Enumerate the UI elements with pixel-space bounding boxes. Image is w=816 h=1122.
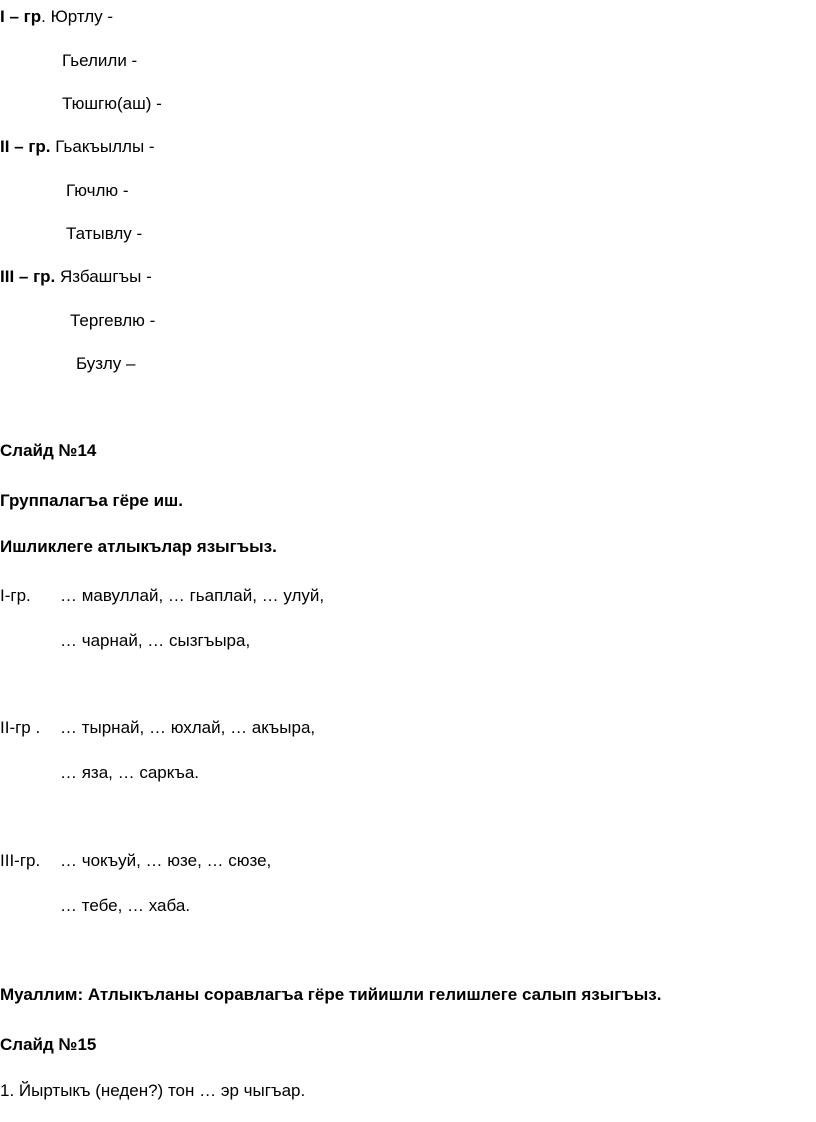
slide-14-row-1-line-1: … мавуллай, … гьаплай, … улуй, (60, 586, 325, 605)
slide-15-title: Слайд №15 (0, 1035, 97, 1054)
teacher-instruction: Муаллим: Атлыкъланы соравлагъа гёре тийишли гелишлеге салып языгъыз. (0, 985, 662, 1004)
slide-14-row-1-prefix: I-гр. (0, 586, 31, 605)
group-1-label-dot: . (41, 7, 46, 26)
slide-15-line-1: 1. Йыртыкъ (неден?) тон … эр чыгъар. (0, 1081, 306, 1100)
group-2-item-3: Татывлу - (66, 224, 143, 243)
group-1-item-2: Гьелили - (62, 51, 138, 70)
group-2-item-2: Гючлю - (66, 181, 129, 200)
group-3-line (0, 266, 152, 288)
group-1-label: I – гр (0, 7, 42, 26)
slide-14-row-3-line-1: … чокъуй, … юзе, … сюзе, (60, 851, 272, 870)
group-3-item-2: Тергевлю - (70, 311, 156, 330)
slide-14-row-2-line-1: … тырнай, … юхлай, … акъыра, (60, 718, 316, 737)
group-3-item-3: Бузлу – (76, 354, 136, 373)
group-1-item-3: Тюшгю(аш) - (62, 94, 162, 113)
group-2-item-1: Гьакъыллы - (55, 137, 155, 156)
slide-14-row-1-line-2: … чарнай, … сызгъыра, (60, 631, 251, 650)
slide-14-task-2: Ишликлеге атлыкълар языгъыз. (0, 537, 277, 556)
group-2-line (0, 136, 155, 158)
slide-14-title: Слайд №14 (0, 441, 97, 460)
slide-14-row-3-line-2: … тебе, … хаба. (60, 896, 191, 915)
slide-14-row-2-prefix: II-гр . (0, 718, 41, 737)
group-2-label: II – гр. (0, 137, 51, 156)
slide-14-row-2-line-2: … яза, … саркъа. (60, 763, 199, 782)
group-3-item-1: Язбашгъы - (60, 267, 152, 286)
slide-14-row-3-prefix: III-гр. (0, 851, 41, 870)
group-1-item-1: Юртлу - (50, 7, 114, 26)
group-1-line (0, 6, 113, 28)
slide-14-task-1: Группалагъа гёре иш. (0, 491, 183, 510)
group-3-label: III – гр. (0, 267, 56, 286)
